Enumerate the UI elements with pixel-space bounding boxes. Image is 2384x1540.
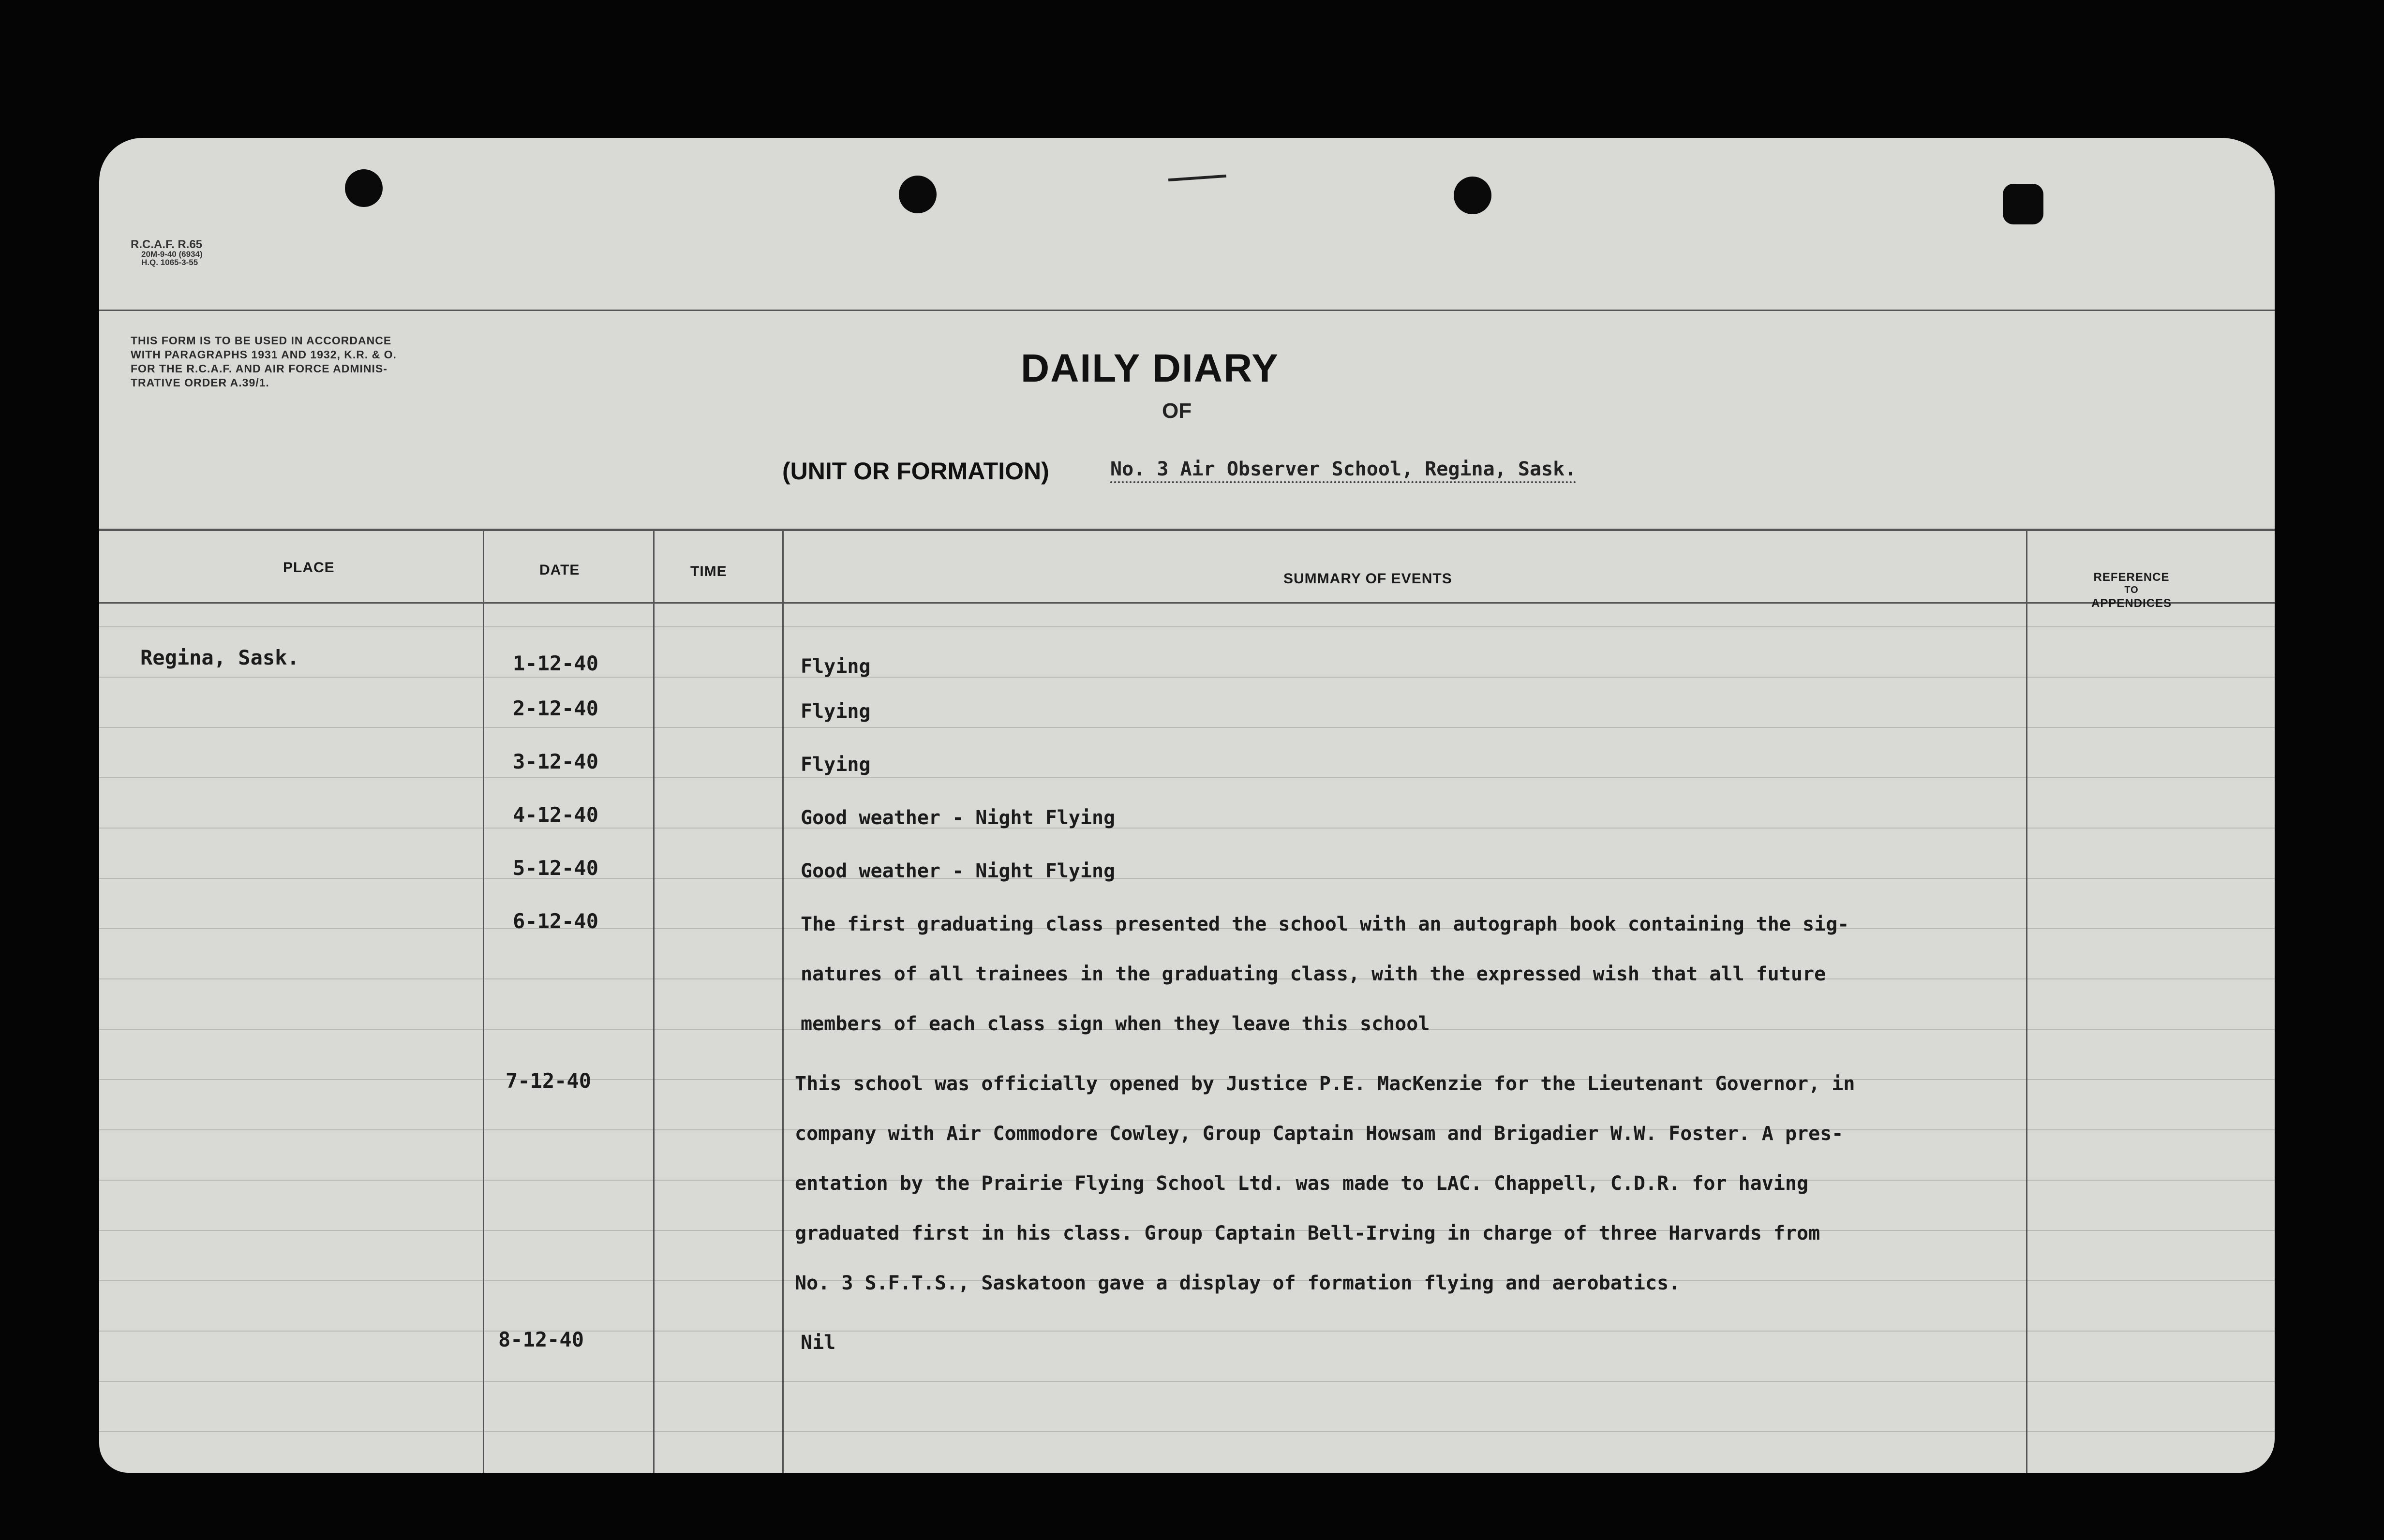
- ruled-line: [99, 777, 2275, 778]
- entry-summary-line: company with Air Commodore Cowley, Group Captain Howsam and Brigadier W.W. Foster. A pres-: [795, 1123, 1844, 1145]
- ruled-line: [99, 677, 2275, 678]
- entry-summary-line: The first graduating class presented the school with an autograph book containing the sig-: [801, 913, 1849, 935]
- instruction-line: THIS FORM IS TO BE USED IN ACCORDANCE: [131, 334, 392, 347]
- entry-summary-line: members of each class sign when they leave this school: [801, 1013, 1430, 1035]
- entry-date: 1-12-40: [513, 652, 599, 675]
- column-divider: [653, 529, 655, 1473]
- instruction-line: TRATIVE ORDER A.39/1.: [131, 376, 269, 389]
- entry-summary-line: Nil: [801, 1332, 836, 1354]
- print-code: H.Q. 1065-3-55: [141, 258, 198, 267]
- ruled-line: [99, 1381, 2275, 1382]
- column-header-summary: SUMMARY OF EVENTS: [1283, 571, 1452, 587]
- ruled-line: [99, 828, 2275, 829]
- form-identifier: [131, 239, 203, 267]
- entry-date: 3-12-40: [513, 750, 599, 773]
- column-divider: [2026, 529, 2027, 1473]
- entry-summary-line: Good weather - Night Flying: [801, 807, 1116, 829]
- ink-mark: [1168, 175, 1226, 181]
- punch-hole: [1454, 177, 1491, 214]
- entry-summary-line: entation by the Prairie Flying School Ltd. was made to LAC. Chappell, C.D.R. for having: [795, 1172, 1809, 1195]
- entry-date: 7-12-40: [506, 1069, 592, 1093]
- form-number: R.C.A.F. R.65: [131, 238, 203, 251]
- ruled-line: [99, 626, 2275, 627]
- punch-hole: [899, 176, 937, 213]
- page-title: DAILY DIARY: [1021, 346, 1279, 390]
- punch-hole: [2003, 184, 2043, 224]
- header-rule: [99, 310, 2275, 311]
- entry-summary-line: No. 3 S.F.T.S., Saskatoon gave a display of formation flying and aerobatics.: [795, 1272, 1681, 1294]
- entry-summary-line: natures of all trainees in the graduating class, with the expressed wish that all future: [801, 963, 1826, 985]
- column-header-time: TIME: [690, 563, 727, 579]
- entry-summary-line: graduated first in his class. Group Captain Bell-Irving in charge of three Harvards from: [795, 1222, 1820, 1244]
- print-code: 20M-9-40 (6934): [141, 250, 203, 259]
- punch-hole: [345, 169, 383, 207]
- entry-date: 6-12-40: [513, 909, 599, 933]
- instruction-line: FOR THE R.C.A.F. AND AIR FORCE ADMINIS-: [131, 362, 387, 375]
- form-instructions: [131, 334, 566, 390]
- title-of: OF: [1162, 399, 1192, 423]
- column-header-rule: [99, 602, 2275, 604]
- entry-summary-line: This school was officially opened by Justice P.E. MacKenzie for the Lieutenant Governor, in: [795, 1073, 1855, 1095]
- reference-label: APPENDICES: [2091, 597, 2172, 610]
- column-header-reference: [2091, 571, 2172, 610]
- entry-summary-line: Flying: [801, 754, 871, 776]
- ruled-line: [99, 1431, 2275, 1432]
- column-header-place: PLACE: [283, 560, 335, 576]
- ruled-line: [99, 727, 2275, 728]
- column-header-date: DATE: [539, 562, 580, 578]
- entry-date: 2-12-40: [513, 696, 599, 720]
- column-divider: [483, 529, 484, 1473]
- entry-summary-line: Good weather - Night Flying: [801, 860, 1116, 882]
- entry-date: 4-12-40: [513, 803, 599, 827]
- unit-label: (UNIT OR FORMATION): [782, 458, 1049, 485]
- entry-date: 5-12-40: [513, 856, 599, 880]
- entry-summary-line: Flying: [801, 655, 871, 678]
- entry-date: 8-12-40: [498, 1328, 584, 1351]
- table-top-rule: [99, 529, 2275, 531]
- entry-summary-line: Flying: [801, 700, 871, 723]
- ruled-line: [99, 1331, 2275, 1332]
- reference-label: REFERENCE: [2093, 571, 2170, 584]
- ruled-line: [99, 878, 2275, 879]
- reference-label: TO: [2124, 585, 2139, 595]
- place-value: Regina, Sask.: [140, 646, 299, 669]
- unit-value: No. 3 Air Observer School, Regina, Sask.: [1110, 458, 1576, 483]
- column-divider: [782, 529, 784, 1473]
- instruction-line: WITH PARAGRAPHS 1931 AND 1932, K.R. & O.: [131, 348, 397, 361]
- diary-card: [99, 138, 2275, 1473]
